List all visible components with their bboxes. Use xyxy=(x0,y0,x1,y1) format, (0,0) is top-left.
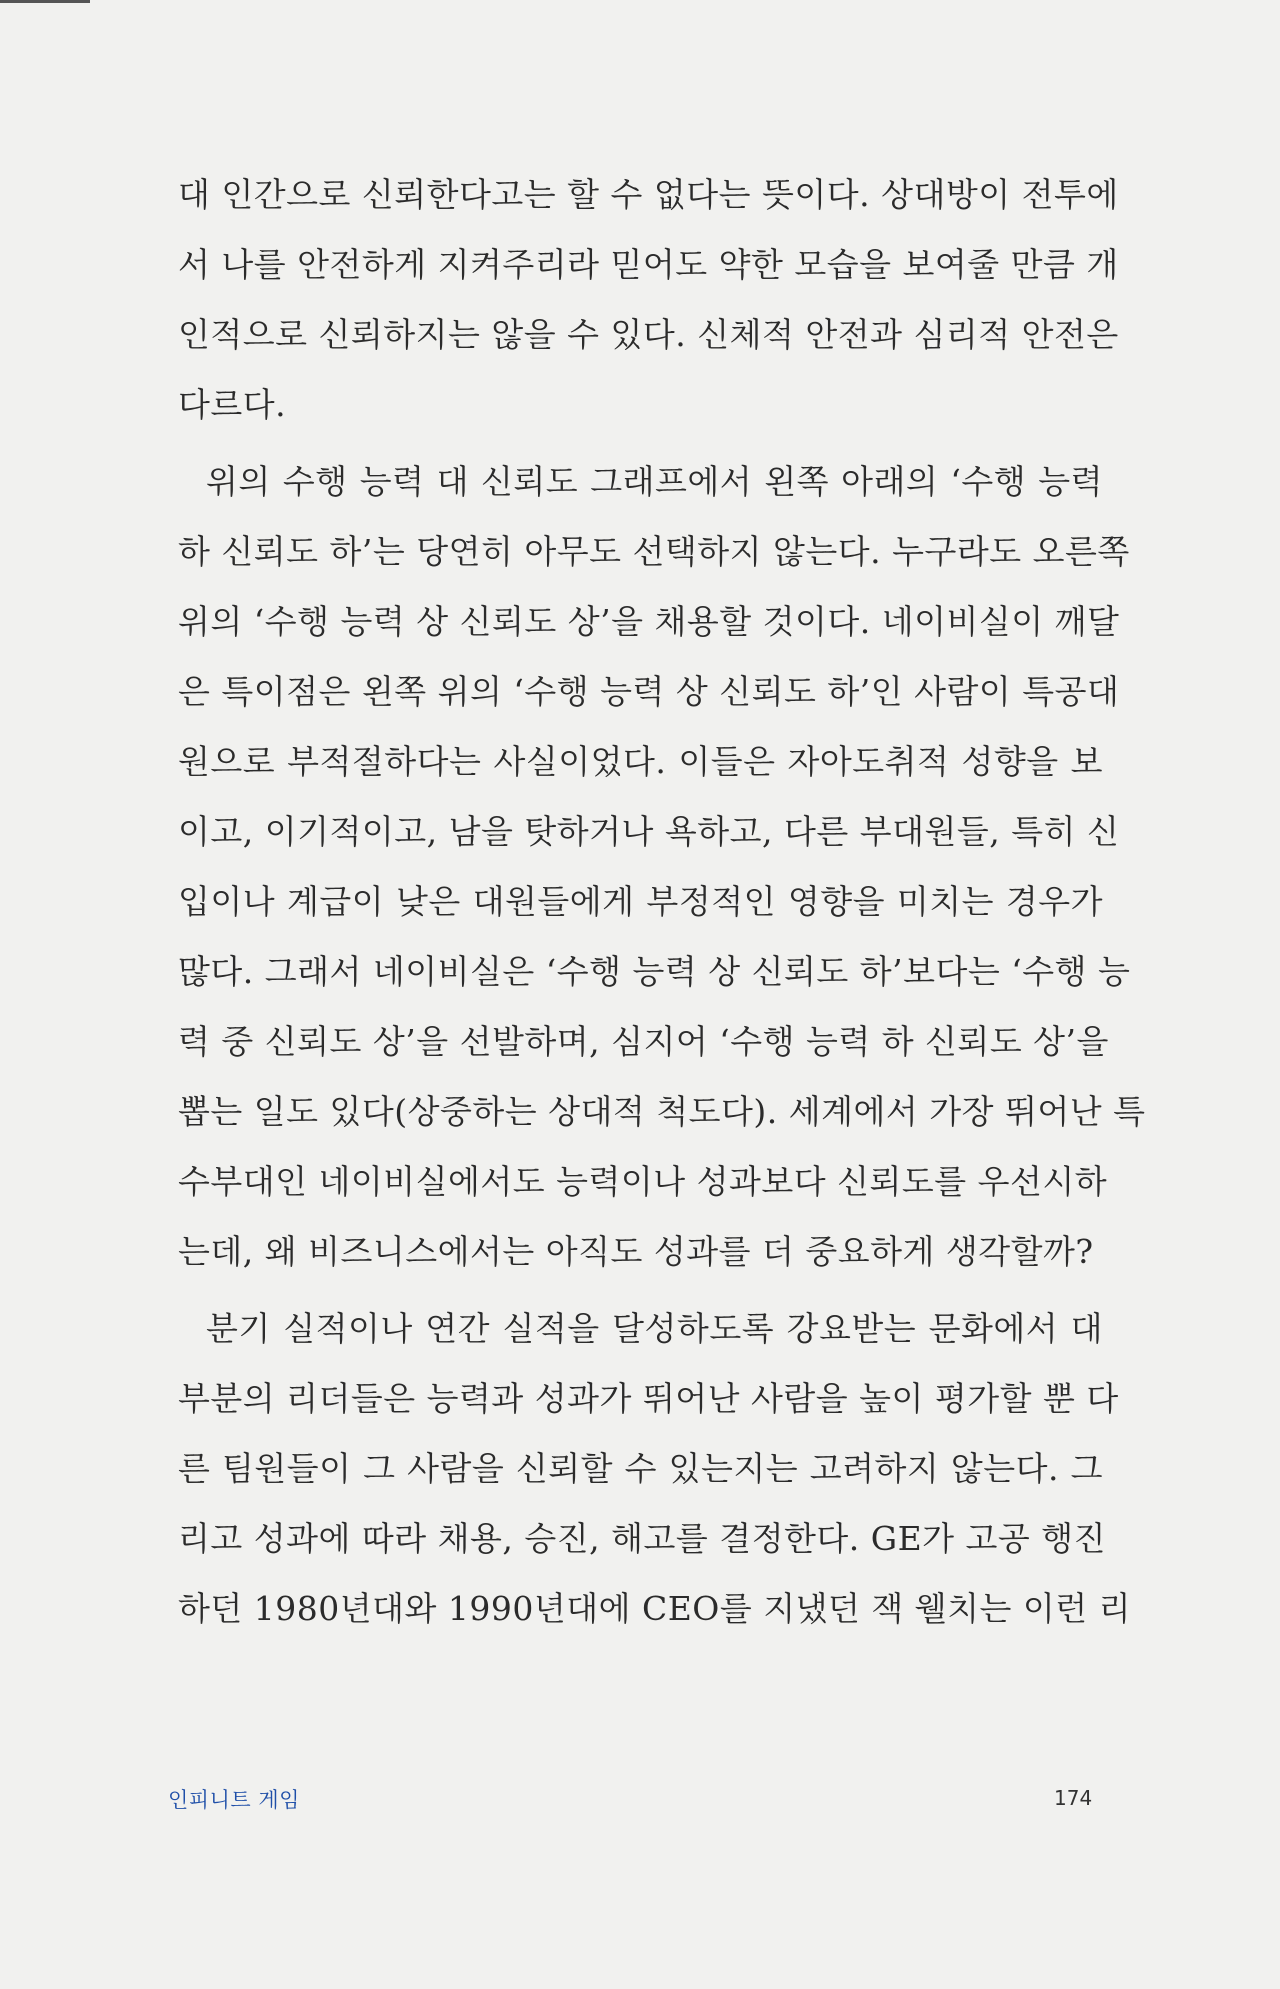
text-line: 위의 수행 능력 대 신뢰도 그래프에서 왼쪽 아래의 ‘수행 능력 xyxy=(206,462,1103,501)
text-line: 리고 성과에 따라 채용, 승진, 해고를 결정한다. GE가 고공 행진 xyxy=(178,1519,1107,1558)
text-line: 하던 1980년대와 1990년대에 CEO를 지냈던 잭 웰치는 이런 리 xyxy=(178,1589,1131,1628)
text-line: 는데, 왜 비즈니스에서는 아직도 성과를 더 중요하게 생각할까? xyxy=(178,1232,1094,1271)
page-number: 174 xyxy=(1054,1786,1093,1810)
text-line: 은 특이점은 왼쪽 위의 ‘수행 능력 상 신뢰도 하’인 사람이 특공대 xyxy=(178,672,1120,711)
running-footer-book-title: 인피니트 게임 xyxy=(168,1788,300,1812)
text-line: 수부대인 네이비실에서도 능력이나 성과보다 신뢰도를 우선시하 xyxy=(178,1162,1108,1201)
text-line: 분기 실적이나 연간 실적을 달성하도록 강요받는 문화에서 대 xyxy=(206,1309,1103,1348)
paragraph-3 xyxy=(178,1294,1131,1644)
paragraph-1 xyxy=(178,160,1119,440)
text-line: 위의 ‘수행 능력 상 신뢰도 상’을 채용할 것이다. 네이비실이 깨달 xyxy=(178,602,1120,641)
text-line: 하 신뢰도 하’는 당연히 아무도 선택하지 않는다. 누구라도 오른쪽 xyxy=(178,532,1130,571)
body-text xyxy=(178,160,1146,1651)
text-line: 이고, 이기적이고, 남을 탓하거나 욕하고, 다른 부대원들, 특히 신 xyxy=(178,812,1120,851)
text-line: 력 중 신뢰도 상’을 선발하며, 심지어 ‘수행 능력 하 신뢰도 상’을 xyxy=(178,1022,1109,1061)
text-line: 인적으로 신뢰하지는 않을 수 있다. 신체적 안전과 심리적 안전은 xyxy=(178,315,1119,354)
text-line: 많다. 그래서 네이비실은 ‘수행 능력 상 신뢰도 하’보다는 ‘수행 능 xyxy=(178,952,1131,991)
paragraph-2 xyxy=(178,447,1146,1287)
text-line: 다르다. xyxy=(178,385,287,424)
text-line: 부분의 리더들은 능력과 성과가 뛰어난 사람을 높이 평가할 뿐 다 xyxy=(178,1379,1119,1418)
page-edge-mark xyxy=(0,0,90,3)
text-line: 른 팀원들이 그 사람을 신뢰할 수 있는지는 고려하지 않는다. 그 xyxy=(178,1449,1103,1488)
text-line: 대 인간으로 신뢰한다고는 할 수 없다는 뜻이다. 상대방이 전투에 xyxy=(178,175,1119,214)
text-line: 입이나 계급이 낮은 대원들에게 부정적인 영향을 미치는 경우가 xyxy=(178,882,1103,921)
text-line: 원으로 부적절하다는 사실이었다. 이들은 자아도취적 성향을 보 xyxy=(178,742,1103,781)
text-line: 뽑는 일도 있다(상중하는 상대적 척도다). 세계에서 가장 뛰어난 특 xyxy=(178,1092,1146,1131)
text-line: 서 나를 안전하게 지켜주리라 믿어도 약한 모습을 보여줄 만큼 개 xyxy=(178,245,1119,284)
